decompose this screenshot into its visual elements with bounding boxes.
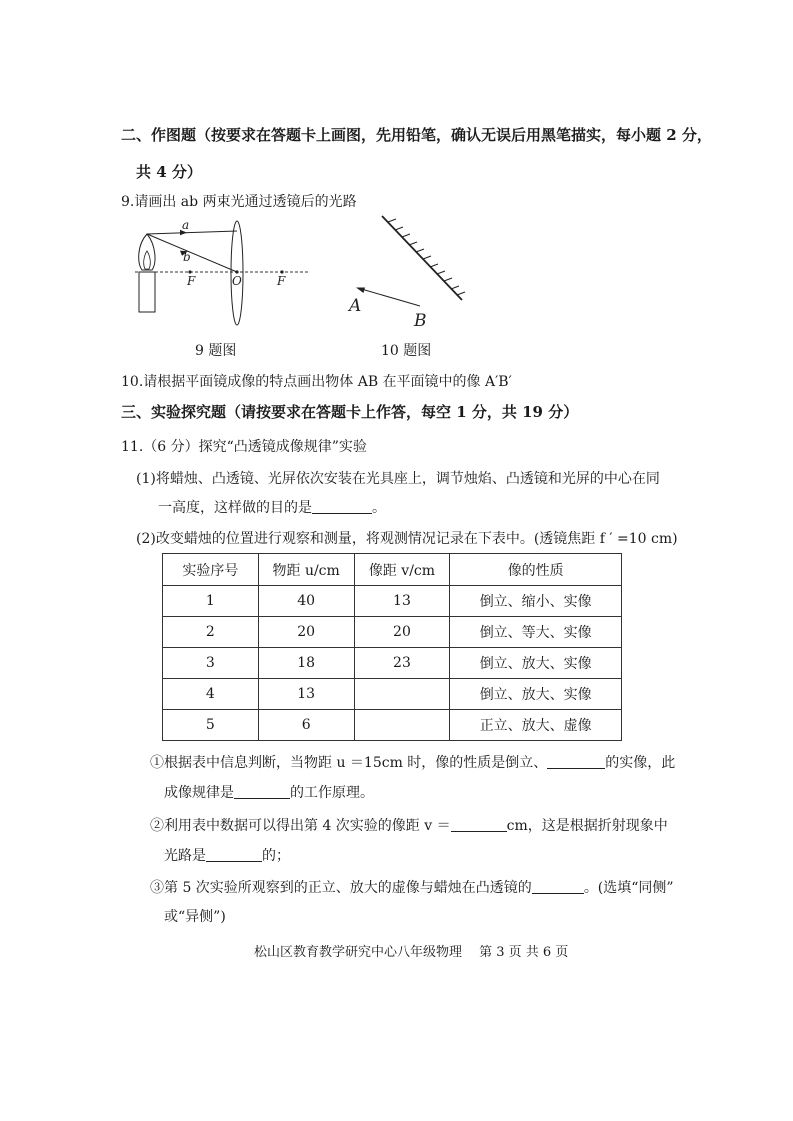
candle-flame	[139, 234, 155, 270]
subquestion-1-line1: ①根据表中信息判断，当物距 u ＝15cm 时，像的性质是倒立、 的实像，此	[150, 755, 676, 771]
subquestion-3-line2: 或“异侧”)	[164, 909, 226, 925]
answer-blank-purpose[interactable]	[312, 499, 372, 514]
table-cell: 13	[354, 586, 450, 617]
table-cell: 1	[163, 586, 259, 617]
figure-10-plane-mirror-diagram	[340, 212, 475, 332]
subquestion-3-line1: ③第 5 次实验所观察到的正立、放大的虚像与蜡烛在凸透镜的 。(选填“同侧”	[150, 880, 674, 896]
label-F-left: F	[187, 274, 196, 288]
table-header-cell: 实验序号	[163, 554, 259, 586]
table-cell: 13	[258, 679, 354, 710]
section-3-heading: 三、实验探究题（请按要求在答题卡上作答，每空 1 分，共 19 分）	[121, 403, 579, 421]
answer-blank-image-size[interactable]	[547, 754, 605, 769]
object-AB	[358, 288, 420, 306]
experiment-data-table	[162, 553, 622, 741]
mirror-hatching	[388, 219, 465, 295]
table-cell: 20	[258, 617, 354, 648]
table-cell: 20	[354, 617, 450, 648]
label-B: B	[414, 311, 427, 331]
label-O: O	[232, 274, 242, 288]
subquestion-2-line1: ②利用表中数据可以得出第 4 次实验的像距 v ＝ cm，这是根据折射现象中	[150, 818, 668, 834]
table-cell	[354, 710, 450, 741]
question-11-part2: (2)改变蜡烛的位置进行观察和测量，将观测情况记录在下表中。(透镜焦距 f ′ =10 cm)	[136, 531, 678, 547]
question-9-text: 9.请画出 ab 两束光通过透镜后的光路	[121, 194, 357, 210]
question-11-part1-line2: 一高度，这样做的目的是 。	[158, 500, 386, 516]
section-2-heading-line2: 共 4 分）	[136, 163, 202, 181]
table-row	[163, 710, 622, 741]
table-cell: 18	[258, 648, 354, 679]
plane-mirror	[382, 216, 462, 300]
table-cell: 5	[163, 710, 259, 741]
table-cell: 23	[354, 648, 450, 679]
page-footer: 松山区教育教学研究中心八年级物理 第 3 页 共 6 页	[254, 945, 569, 960]
table-cell: 正立、放大、虚像	[450, 710, 622, 741]
table-cell: 4	[163, 679, 259, 710]
table-cell: 6	[258, 710, 354, 741]
table-cell: 3	[163, 648, 259, 679]
label-A: A	[349, 296, 362, 316]
figure-9-caption: 9 题图	[195, 343, 237, 359]
candle-body	[139, 272, 155, 312]
table-row	[163, 617, 622, 648]
object-arrowhead	[356, 288, 365, 294]
table-cell: 倒立、放大、实像	[450, 679, 622, 710]
table-cell: 倒立、放大、实像	[450, 648, 622, 679]
table-cell: 2	[163, 617, 259, 648]
table-header-cell: 像的性质	[450, 554, 622, 586]
label-F-right: F	[277, 274, 286, 288]
table-cell: 倒立、缩小、实像	[450, 586, 622, 617]
table-cell: 40	[258, 586, 354, 617]
section-2-heading-line1: 二、作图题（按要求在答题卡上画图，先用铅笔，确认无误后用黑笔描实，每小题 2 分，	[121, 126, 712, 144]
ray-b	[147, 234, 237, 272]
table-cell	[354, 679, 450, 710]
question-10-text: 10.请根据平面镜成像的特点画出物体 AB 在平面镜中的像 A′B′	[121, 374, 512, 390]
table-header-row	[163, 554, 622, 586]
label-b: b	[183, 250, 191, 264]
subquestion-2-line2: 光路是 的；	[164, 848, 290, 864]
table-row	[163, 679, 622, 710]
label-a: a	[182, 218, 190, 232]
answer-blank-image-distance[interactable]	[451, 817, 507, 832]
table-row	[163, 586, 622, 617]
table-header-cell: 像距 v/cm	[354, 554, 450, 586]
table-header-cell: 物距 u/cm	[258, 554, 354, 586]
figure-10-caption: 10 题图	[381, 343, 432, 359]
question-11-part1-line1: (1)将蜡烛、凸透镜、光屏依次安装在光具座上，调节烛焰、凸透镜和光屏的中心在同	[136, 471, 660, 487]
table-cell: 倒立、等大、实像	[450, 617, 622, 648]
figure-9-lens-diagram	[125, 215, 315, 330]
answer-blank-device[interactable]	[234, 784, 290, 799]
answer-blank-light-path[interactable]	[206, 847, 262, 862]
question-11-intro: 11.（6 分）探究“凸透镜成像规律”实验	[121, 439, 367, 455]
answer-blank-side[interactable]	[532, 879, 584, 894]
table-row	[163, 648, 622, 679]
subquestion-1-line2: 成像规律是 的工作原理。	[164, 785, 374, 801]
ray-a	[147, 231, 237, 234]
